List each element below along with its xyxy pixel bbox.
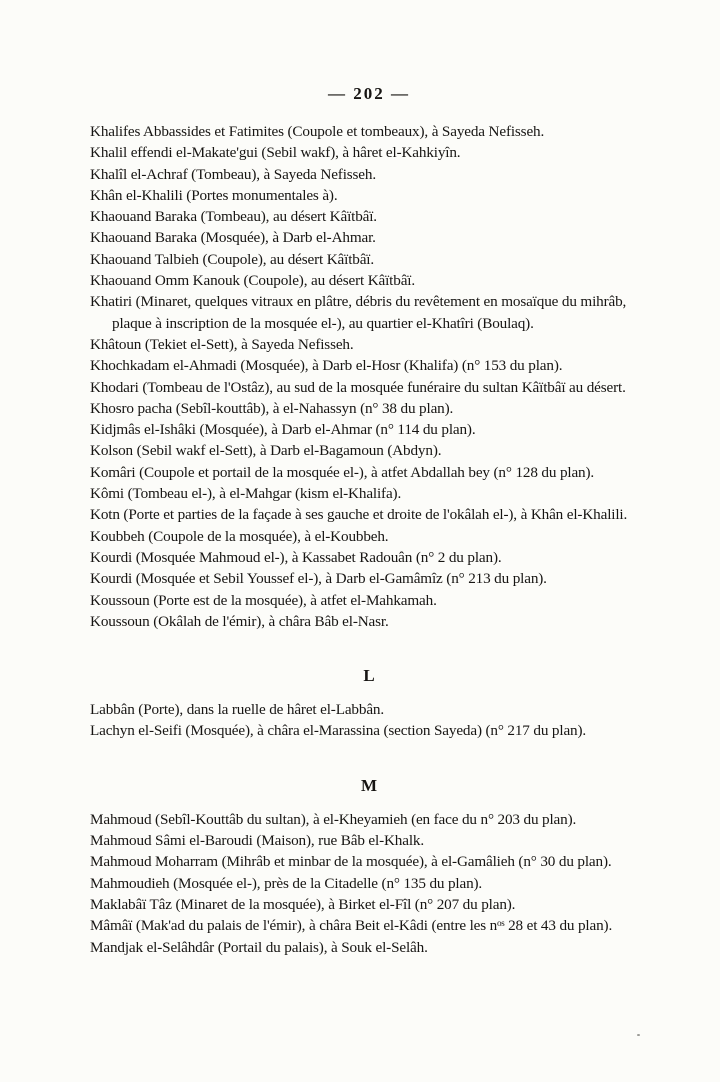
index-section-m (90, 809, 648, 958)
index-entry: Kotn (Porte et parties de la façade à ses gauche et droite de l'okâlah el-), à Khân el-Khalili. (90, 506, 628, 524)
index-entry: Koussoun (Porte est de la mosquée), à atfet el-Mahkamah. (90, 591, 437, 609)
section-heading-l: L (363, 666, 375, 686)
index-section-l (90, 699, 648, 742)
index-entry: Komâri (Coupole et portail de la mosquée el-), à atfet Abdallah bey (n° 128 du plan). (90, 463, 595, 481)
index-section-k (90, 121, 648, 632)
index-entry: Labbân (Porte), dans la ruelle de hâret el-Labbân. (90, 701, 385, 719)
index-entry: Khosro pacha (Sebîl-kouttâb), à el-Nahassyn (n° 38 du plan). (90, 399, 454, 417)
index-entry: Koubbeh (Coupole de la mosquée), à el-Koubbeh. (90, 527, 389, 545)
index-entry: Mahmoudieh (Mosquée el-), près de la Citadelle (n° 135 du plan). (90, 874, 483, 892)
page-number: — 202 — (328, 84, 410, 103)
index-entry: Khalil effendi el-Makate'gui (Sebil wakf), à hâret el-Kahkiyîn. (90, 144, 461, 162)
index-entry: Khatiri (Minaret, quelques vitraux en plâtre, débris du revêtement en mosaïque du mihrâb, plaque à inscription de la mosquée el-), au quartier el-Khatîri (Boulaq). (90, 293, 627, 332)
index-entry: Kolson (Sebil wakf el-Sett), à Darb el-Bagamoun (Abdyn). (90, 442, 442, 460)
scan-artifact-dot (637, 1034, 640, 1036)
index-entry: Mâmâï (Mak'ad du palais de l'émir), à châra Beit el-Kâdi (entre les nᵒˢ 28 et 43 du plan). (90, 917, 613, 935)
section-heading-m: M (360, 775, 378, 795)
index-entry: Kourdi (Mosquée et Sebil Youssef el-), à Darb el-Gamâmîz (n° 213 du plan). (90, 570, 547, 588)
index-entry: Mahmoud (Sebîl-Kouttâb du sultan), à el-Kheyamieh (en face du n° 203 du plan). (90, 810, 577, 828)
index-entry: Khalifes Abbassides et Fatimites (Coupole et tombeaux), à Sayeda Nefisseh. (90, 123, 545, 140)
index-entry: Lachyn el-Seifi (Mosquée), à châra el-Marassina (section Sayeda) (n° 217 du plan). (90, 722, 587, 740)
index-entry: Mahmoud Moharram (Mihrâb et minbar de la mosquée), à el-Gamâlieh (n° 30 du plan). (90, 853, 612, 871)
index-entry: Khaouand Baraka (Tombeau), au désert Kâïtbâï. (90, 208, 377, 226)
index-entry: Khaouand Talbieh (Coupole), au désert Kâïtbâï. (90, 250, 375, 268)
index-entry: Kidjmâs el-Ishâki (Mosquée), à Darb el-Ahmar (n° 114 du plan). (90, 421, 476, 439)
index-entry: Khâtoun (Tekiet el-Sett), à Sayeda Nefisseh. (90, 335, 354, 353)
index-entry: Khân el-Khalili (Portes monumentales à). (90, 186, 338, 204)
index-entry: Khalîl el-Achraf (Tombeau), à Sayeda Nefisseh. (90, 165, 376, 183)
index-entry: Mandjak el-Selâhdâr (Portail du palais), à Souk el-Selâh. (90, 938, 428, 956)
index-entry: Khodari (Tombeau de l'Ostâz), au sud de la mosquée funéraire du sultan Kâïtbâï au désert. (90, 378, 626, 396)
index-entry: Maklabâï Tâz (Minaret de la mosquée), à Birket el-Fîl (n° 207 du plan). (90, 895, 516, 913)
index-entry: Khochkadam el-Ahmadi (Mosquée), à Darb el-Hosr (Khalifa) (n° 153 du plan). (90, 357, 563, 375)
index-entry: Mahmoud Sâmi el-Baroudi (Maison), rue Bâb el-Khalk. (90, 832, 424, 850)
index-entry: Kourdi (Mosquée Mahmoud el-), à Kassabet Radouân (n° 2 du plan). (90, 548, 502, 566)
index-entry: Koussoun (Okâlah de l'émir), à châra Bâb el-Nasr. (90, 612, 389, 630)
index-entry: Kômi (Tombeau el-), à el-Mahgar (kism el-Khalifa). (90, 485, 402, 503)
index-entry: Khaouand Omm Kanouk (Coupole), au désert Kâïtbâï. (90, 272, 416, 290)
index-entry: Khaouand Baraka (Mosquée), à Darb el-Ahmar. (90, 229, 376, 247)
